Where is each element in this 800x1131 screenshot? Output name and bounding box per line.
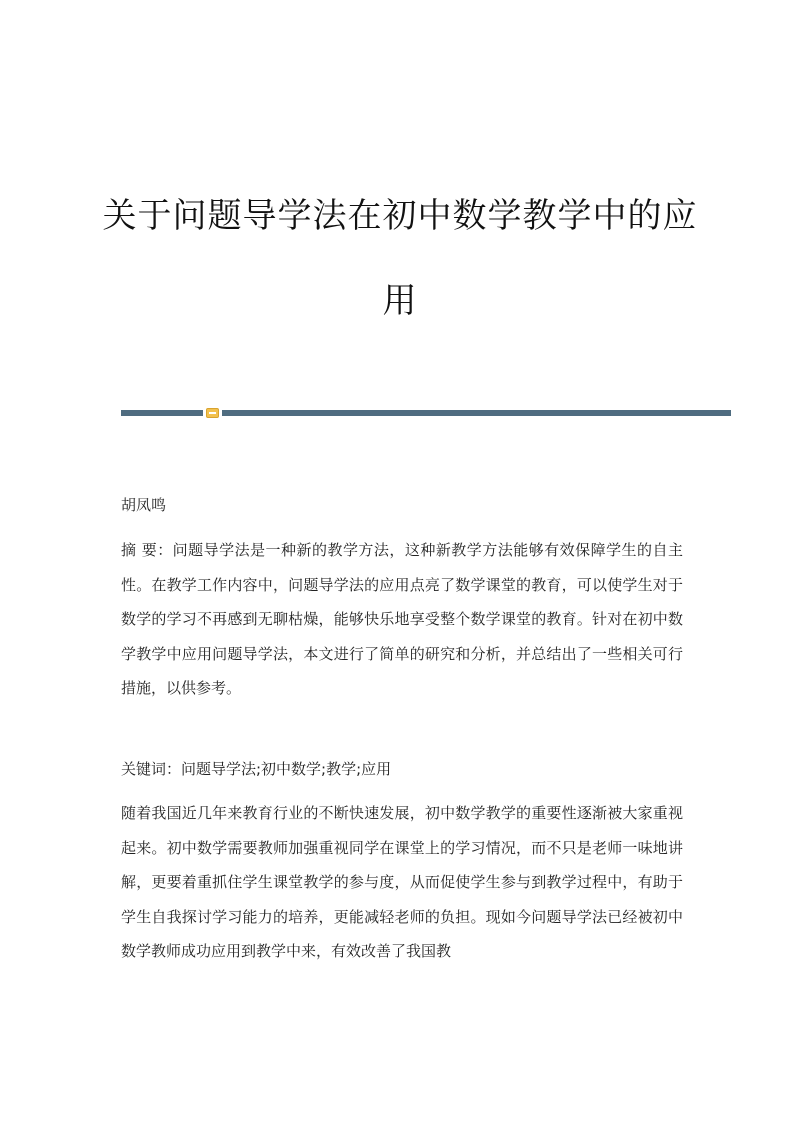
divider-ornament-icon: [206, 408, 219, 418]
title-divider: [121, 408, 731, 418]
keywords-line: 关键词：问题导学法;初中数学;教学;应用: [121, 760, 392, 778]
document-title-line-2: 用: [382, 281, 418, 321]
abstract-paragraph: 摘 要：问题导学法是一种新的教学方法，这种新教学方法能够有效保障学生的自主性。在教学工作内容中，问题导学法的应用点亮了数学课堂的教育，可以使学生对于数学的学习不再感到无聊枯燥，能够快乐地享受整个数学课堂的教育。针对在初中数学教学中应用问题导学法，本文进行了简单的研究和分析，并总结出了一些相关可行措施，以供参考。: [121, 541, 683, 697]
divider-right-segment: [222, 410, 731, 416]
author-name: 胡凤鸣: [121, 496, 167, 514]
document-title-line-1: 关于问题导学法在初中数学教学中的应: [102, 196, 698, 236]
body-paragraph: 随着我国近几年来教育行业的不断快速发展，初中数学教学的重要性逐渐被大家重视起来。初中数学需要教师加强重视同学在课堂上的学习情况，而不只是老师一味地讲解，更要着重抓住学生课堂教学的参与度，从而促使学生参与到教学过程中，有助于学生自我探讨学习能力的培养，更能减轻老师的负担。现如今问题导学法已经被初中数学教师成功应用到教学中来，有效改善了我国教: [121, 804, 683, 960]
divider-left-segment: [121, 410, 203, 416]
